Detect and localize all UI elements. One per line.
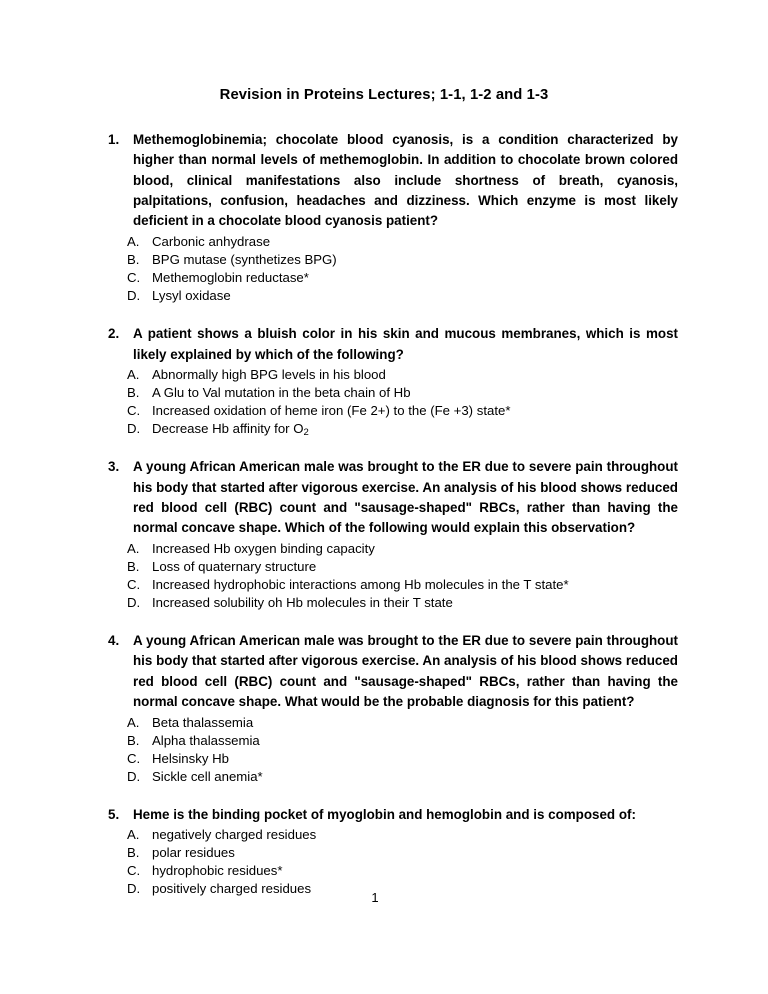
option-text: Abnormally high BPG levels in his blood	[152, 366, 386, 382]
option-text: A Glu to Val mutation in the beta chain of Hb	[152, 384, 411, 400]
option-text: Loss of quaternary structure	[152, 558, 317, 574]
question-stem	[108, 457, 678, 539]
option-item[interactable]	[127, 251, 678, 269]
option-text: polar residues	[152, 845, 235, 861]
option-text: Helsinsky Hb	[152, 750, 229, 766]
option-item[interactable]	[127, 826, 678, 844]
option-item[interactable]	[127, 714, 678, 732]
questions-container	[108, 130, 678, 899]
question-block	[108, 805, 678, 899]
question-text: A patient shows a bluish color in his skin and mucous membranes, which is most likely explained by which of the following?	[133, 326, 678, 362]
option-item[interactable]	[127, 594, 678, 612]
option-subscript: 2	[303, 427, 309, 439]
question-number: 3.	[108, 459, 120, 475]
option-text: hydrophobic residues*	[152, 863, 283, 879]
option-letter: B.	[127, 558, 140, 574]
option-letter: D.	[127, 768, 141, 784]
option-letter: C.	[127, 863, 141, 879]
option-letter: C.	[127, 270, 141, 285]
option-letter: A.	[127, 233, 140, 249]
question-number: 2.	[108, 326, 120, 342]
question-block	[108, 457, 678, 612]
page-title: Revision in Proteins Lectures; 1-1, 1-2 and 1-3	[219, 87, 549, 103]
question-text: Heme is the binding pocket of myoglobin and hemoglobin and is composed of:	[133, 806, 636, 822]
option-text: Alpha thalassemia	[152, 732, 260, 748]
question-stem	[108, 805, 678, 825]
question-text: Methemoglobinemia; chocolate blood cyanosis, is a condition characterized by higher than normal levels of methemoglobin. In addition to chocolate brown colored blood, clinical manifestations also include shortness of breath, cyanosis, palpitations, confusion, headaches and dizziness. Which enzyme is most likely deficient in a chocolate blood cyanosis patient?	[133, 131, 678, 229]
option-letter: A.	[127, 366, 140, 382]
option-item[interactable]	[127, 558, 678, 576]
option-text: Increased hydrophobic interactions among Hb molecules in the T state*	[152, 576, 569, 592]
option-text: negatively charged residues	[152, 827, 317, 843]
option-item[interactable]	[127, 576, 678, 594]
option-letter: A.	[127, 827, 140, 843]
option-letter: A.	[127, 540, 140, 556]
option-letter: B.	[127, 384, 140, 400]
option-letter: A.	[127, 714, 140, 730]
option-letter: B.	[127, 251, 140, 267]
option-item[interactable]	[127, 384, 678, 402]
option-item[interactable]	[127, 233, 678, 251]
question-text: A young African American male was brought to the ER due to severe pain throughout his body that started after vigorous exercise. An analysis of his blood shows reduced red blood cell (RBC) count and "sausage-shaped" RBCs, rather than having the normal concave shape. Which of the following would explain this observation?	[133, 459, 678, 536]
question-block	[108, 631, 678, 786]
option-text: Increased solubility oh Hb molecules in their T state	[152, 594, 453, 610]
option-list	[108, 233, 678, 305]
page-number: 1	[371, 890, 379, 905]
question-number: 5.	[108, 806, 120, 822]
option-item[interactable]	[127, 366, 678, 384]
question-number: 1.	[108, 131, 120, 147]
option-letter: C.	[127, 576, 141, 592]
option-letter: C.	[127, 403, 141, 419]
option-list	[108, 540, 678, 612]
option-text: Carbonic anhydrase	[152, 233, 271, 249]
option-text: Decrease Hb affinity for O	[152, 421, 304, 437]
option-letter: D.	[127, 594, 141, 610]
option-text: Methemoglobin reductase*	[152, 270, 309, 285]
question-number: 4.	[108, 633, 120, 649]
question-text: A young African American male was brought to the ER due to severe pain throughout his body that started after vigorous exercise. An analysis of his blood shows reduced red blood cell (RBC) count and "sausage-shaped" RBCs, rather than having the normal concave shape. What would be the probable diagnosis for this patient?	[133, 633, 678, 710]
option-item[interactable]	[127, 862, 678, 880]
option-letter: D.	[127, 421, 141, 437]
option-letter: D.	[127, 288, 141, 304]
option-letter: B.	[127, 732, 140, 748]
option-item[interactable]	[127, 269, 678, 287]
option-letter: C.	[127, 750, 141, 766]
option-item[interactable]	[127, 750, 678, 768]
option-item[interactable]	[127, 402, 678, 420]
option-item[interactable]	[127, 420, 678, 438]
option-item[interactable]	[127, 768, 678, 786]
option-text: Lysyl oxidase	[152, 288, 231, 304]
option-text: Sickle cell anemia*	[152, 768, 263, 784]
option-text: Increased oxidation of heme iron (Fe 2+) to the (Fe +3) state*	[152, 403, 511, 419]
option-text: Increased Hb oxygen binding capacity	[152, 540, 375, 556]
option-list	[108, 826, 678, 898]
option-list	[108, 366, 678, 438]
option-letter: B.	[127, 845, 140, 861]
option-text: positively charged residues	[152, 881, 312, 897]
option-text: Beta thalassemia	[152, 714, 254, 730]
question-stem	[108, 130, 678, 232]
option-item[interactable]	[127, 732, 678, 750]
option-letter: D.	[127, 881, 141, 897]
question-block	[108, 130, 678, 305]
question-stem	[108, 631, 678, 713]
option-list	[108, 714, 678, 786]
option-item[interactable]	[127, 287, 678, 305]
option-item[interactable]	[127, 844, 678, 862]
question-stem	[108, 324, 678, 365]
question-block	[108, 324, 678, 438]
option-item[interactable]	[127, 540, 678, 558]
option-text: BPG mutase (synthetizes BPG)	[152, 251, 337, 267]
